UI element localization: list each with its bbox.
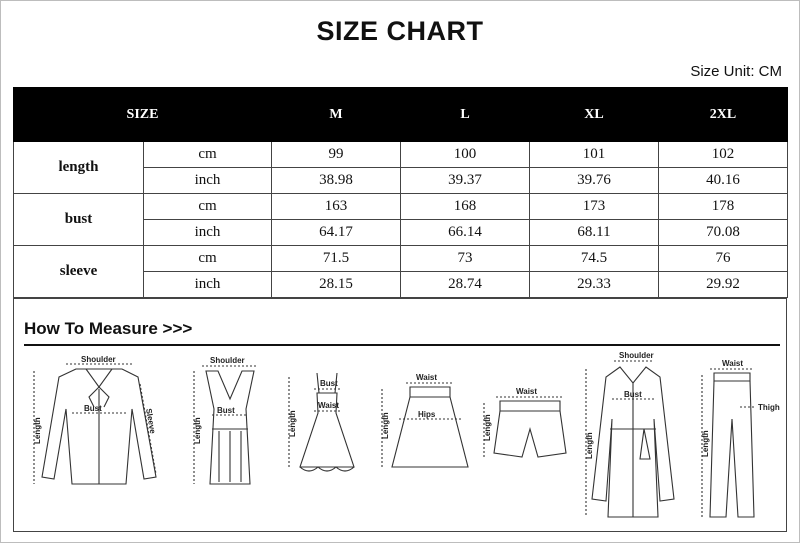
label-shoulder: Shoulder — [619, 351, 654, 360]
header-2xl: 2XL — [659, 88, 788, 142]
measurement-illustrations — [14, 349, 786, 533]
skirt-figure — [381, 373, 468, 467]
vest-figure — [193, 356, 258, 484]
value-cell: 68.11 — [530, 220, 659, 246]
strap-dress-figure — [288, 373, 354, 471]
table-row — [14, 142, 788, 168]
value-cell: 76 — [659, 246, 788, 272]
value-cell: 66.14 — [401, 220, 530, 246]
table-row — [14, 194, 788, 220]
trousers-figure — [701, 359, 780, 517]
how-to-measure-heading: How To Measure >>> — [24, 319, 193, 338]
shorts-figure — [483, 387, 566, 457]
label-hips: Hips — [418, 410, 436, 419]
value-cell: 28.15 — [272, 272, 401, 298]
blouse-figure — [33, 355, 157, 484]
size-unit-label: Size Unit: CM — [690, 63, 782, 80]
label-length: Length — [288, 410, 297, 437]
label-length: Length — [585, 432, 594, 459]
label-length: Length — [701, 430, 710, 457]
value-cell: 74.5 — [530, 246, 659, 272]
header-xl: XL — [530, 88, 659, 142]
header-l: L — [401, 88, 530, 142]
label-shoulder: Shoulder — [81, 355, 116, 364]
label-length: Length — [483, 414, 492, 441]
label-waist: Waist — [722, 359, 744, 368]
header-size: SIZE — [14, 88, 272, 142]
value-cell: 102 — [659, 142, 788, 168]
value-cell: 101 — [530, 142, 659, 168]
divider — [24, 344, 780, 346]
label-length: Length — [193, 417, 202, 444]
value-cell: 178 — [659, 194, 788, 220]
value-cell: 163 — [272, 194, 401, 220]
how-to-measure-panel — [13, 298, 787, 532]
table-row — [14, 246, 788, 272]
value-cell: 168 — [401, 194, 530, 220]
label-waist: Waist — [516, 387, 538, 396]
label-length: Length — [33, 417, 42, 444]
value-cell: 64.17 — [272, 220, 401, 246]
label-thigh: Thigh — [758, 403, 780, 412]
unit-cell: inch — [144, 220, 272, 246]
coat-figure — [585, 351, 674, 517]
label-length: Length — [381, 412, 390, 439]
value-cell: 39.76 — [530, 168, 659, 194]
value-cell: 28.74 — [401, 272, 530, 298]
unit-cell: cm — [144, 194, 272, 220]
measure-length: length — [14, 142, 144, 194]
label-waist: Waist — [318, 401, 340, 410]
value-cell: 99 — [272, 142, 401, 168]
value-cell: 73 — [401, 246, 530, 272]
value-cell: 71.5 — [272, 246, 401, 272]
label-shoulder: Shoulder — [210, 356, 245, 365]
unit-cell: cm — [144, 246, 272, 272]
value-cell: 39.37 — [401, 168, 530, 194]
label-bust: Bust — [217, 406, 235, 415]
measure-sleeve: sleeve — [14, 246, 144, 298]
label-bust: Bust — [320, 379, 338, 388]
size-table — [13, 87, 788, 298]
unit-cell: inch — [144, 168, 272, 194]
value-cell: 70.08 — [659, 220, 788, 246]
value-cell: 173 — [530, 194, 659, 220]
value-cell: 38.98 — [272, 168, 401, 194]
label-bust: Bust — [84, 404, 102, 413]
value-cell: 100 — [401, 142, 530, 168]
unit-cell: inch — [144, 272, 272, 298]
value-cell: 29.92 — [659, 272, 788, 298]
label-bust: Bust — [624, 390, 642, 399]
label-sleeve: Sleeve — [144, 407, 158, 435]
value-cell: 29.33 — [530, 272, 659, 298]
table-header-row — [14, 88, 788, 142]
value-cell: 40.16 — [659, 168, 788, 194]
header-m: M — [272, 88, 401, 142]
page-title: SIZE CHART — [316, 16, 484, 46]
measure-bust: bust — [14, 194, 144, 246]
label-waist: Waist — [416, 373, 438, 382]
unit-cell: cm — [144, 142, 272, 168]
